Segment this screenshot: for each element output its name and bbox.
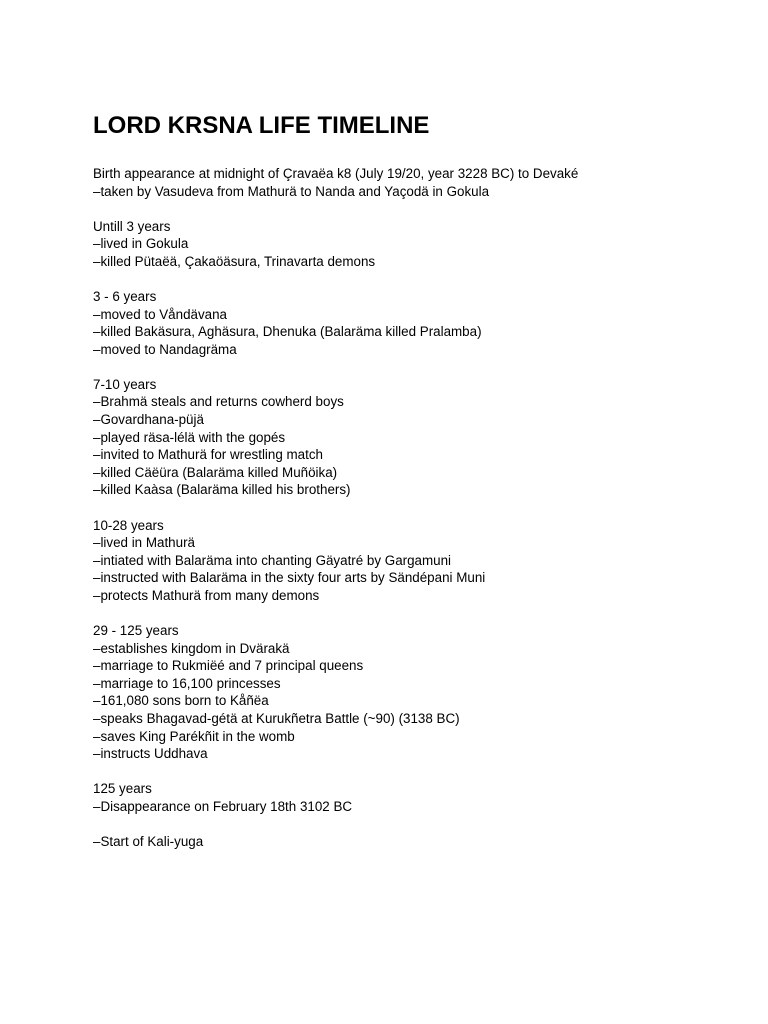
timeline-line: –lived in Mathurä <box>93 535 195 551</box>
timeline-line: –saves King Parékñit in the womb <box>93 728 295 744</box>
timeline-line: –establishes kingdom in Dvärakä <box>93 640 290 656</box>
timeline-section-heading: –Start of Kali-yuga <box>93 833 204 849</box>
timeline-section-heading: Birth appearance at midnight of Çravaëa k8 (July 19/20, year 3228 BC) to Devaké <box>93 166 579 181</box>
timeline-section-heading: 10-28 years <box>93 517 164 533</box>
timeline-section-heading: Untill 3 years <box>93 218 171 234</box>
timeline-line: –moved to Nandagräma <box>93 341 237 357</box>
document-title: LORD KRSNA LIFE TIMELINE <box>93 112 430 139</box>
timeline-line: –lived in Gokula <box>93 236 189 252</box>
timeline-section <box>93 376 733 499</box>
timeline-body <box>93 165 733 851</box>
timeline-line: –killed Kaàsa (Balaräma killed his brothers) <box>93 482 351 498</box>
timeline-line: –instructs Uddhava <box>93 746 208 762</box>
timeline-section <box>93 780 733 815</box>
timeline-line: –protects Mathurä from many demons <box>93 587 320 603</box>
timeline-line: –marriage to Rukmiëé and 7 principal queens <box>93 658 364 674</box>
timeline-line: –intiated with Balaräma into chanting Gäyatré by Gargamuni <box>93 552 452 568</box>
document-page <box>93 111 733 868</box>
timeline-section-heading: 3 - 6 years <box>93 288 157 304</box>
timeline-line: –taken by Vasudeva from Mathurä to Nanda and Yaçodä in Gokula <box>93 183 490 199</box>
timeline-section <box>93 218 733 271</box>
timeline-section <box>93 833 733 851</box>
timeline-section-heading: 29 - 125 years <box>93 622 179 638</box>
timeline-line: –161,080 sons born to Kåñëa <box>93 693 269 709</box>
timeline-section-heading: 7-10 years <box>93 376 157 392</box>
timeline-line: –instructed with Balaräma in the sixty four arts by Sändépani Muni <box>93 570 486 586</box>
timeline-section-heading: 125 years <box>93 781 152 797</box>
timeline-line: –Govardhana-püjä <box>93 412 204 428</box>
timeline-line: –invited to Mathurä for wrestling match <box>93 447 323 463</box>
timeline-line: –speaks Bhagavad-gétä at Kurukñetra Battle (~90) (3138 BC) <box>93 710 460 726</box>
timeline-line: –moved to Våndävana <box>93 306 228 322</box>
timeline-line: –killed Pütaëä, Çakaöäsura, Trinavarta demons <box>93 253 376 269</box>
timeline-line: –Brahmä steals and returns cowherd boys <box>93 394 344 410</box>
timeline-line: –played räsa-lélä with the gopés <box>93 429 286 445</box>
timeline-section <box>93 288 733 358</box>
timeline-line: –killed Cäëüra (Balaräma killed Muñöika) <box>93 464 338 480</box>
timeline-line: –Disappearance on February 18th 3102 BC <box>93 798 353 814</box>
timeline-section <box>93 622 733 763</box>
timeline-line: –killed Bakäsura, Aghäsura, Dhenuka (Balaräma killed Pralamba) <box>93 324 482 340</box>
timeline-section <box>93 165 733 200</box>
timeline-line: –marriage to 16,100 princesses <box>93 675 281 691</box>
timeline-section <box>93 517 733 605</box>
